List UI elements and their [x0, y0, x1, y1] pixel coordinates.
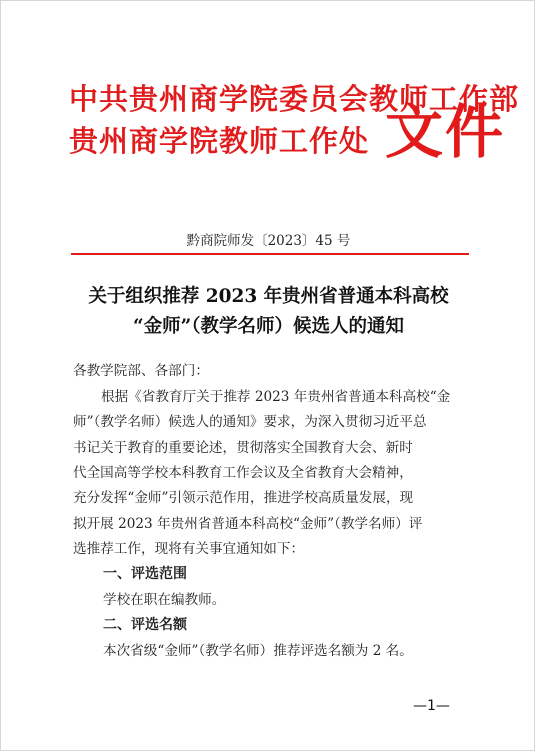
- header-issuer-line1: 中共贵州商学院委员会教师工作部: [69, 82, 520, 116]
- paragraph-line: 师”（教学名师）候选人的通知》要求，为深入贯彻习近平总: [73, 414, 427, 430]
- page-number: —1—: [413, 698, 450, 714]
- paragraph-line: 书记关于教育的重要论述，贯彻落实全国教育大会、新时: [73, 440, 413, 456]
- document-number: 黔商院师发〔2023〕45 号: [186, 233, 351, 249]
- document-title-line2: “金师”（教学名师）候选人的通知: [132, 316, 405, 337]
- header-document-suffix: 文件: [385, 98, 506, 166]
- paragraph-line: 根据《省教育厅关于推荐 2023 年贵州省普通本科高校“金: [101, 389, 451, 405]
- red-divider: [71, 253, 469, 255]
- section-heading-quota: 二、评选名额: [103, 617, 187, 633]
- header-issuer-line2: 贵州商学院教师工作处: [69, 124, 370, 158]
- document-title-line1: 关于组织推荐 2023 年贵州省普通本科高校: [88, 286, 449, 307]
- section-body-quota: 本次省级“金师”（教学名师）推荐评选名额为 2 名。: [103, 643, 413, 659]
- section-body-scope: 学校在职在编教师。: [103, 592, 226, 608]
- paragraph-line: 拟开展 2023 年贵州省普通本科高校“金师”（教学名师）评: [73, 516, 423, 532]
- paragraph-line: 充分发挥“金师”引领示范作用，推进学校高质量发展，现: [73, 490, 414, 506]
- greeting: 各教学院部、各部门：: [73, 363, 209, 379]
- section-heading-scope: 一、评选范围: [103, 566, 187, 582]
- paragraph-line: 选推荐工作，现将有关事宜通知如下：: [73, 541, 305, 557]
- paragraph-line: 代全国高等学校本科教育工作会议及全省教育大会精神，: [73, 465, 413, 481]
